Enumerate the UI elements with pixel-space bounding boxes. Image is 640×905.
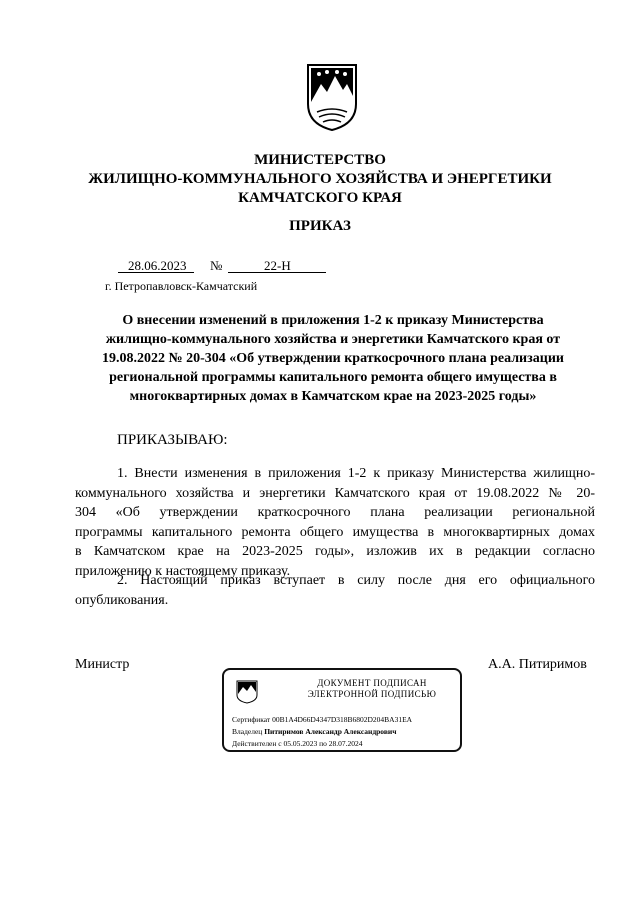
ministry-line: КАМЧАТСКОГО КРАЯ: [238, 190, 402, 206]
order-number: 22-Н: [264, 258, 291, 273]
signer-position: Министр: [75, 657, 130, 672]
certificate-line: [232, 714, 412, 726]
ministry-line: ЖИЛИЩНО-КОММУНАЛЬНОГО ХОЗЯЙСТВА И ЭНЕРГЕТИКИ: [88, 171, 552, 187]
paragraph-line: программы капитального ремонта общего имущества в многоквартирных домах: [75, 524, 595, 540]
paragraph-1: [75, 464, 595, 581]
stamp-title-line: ДОКУМЕНТ ПОДПИСАН: [317, 678, 427, 688]
subject-line: 19.08.2022 № 20-304 «Об утверждении краткосрочного плана реализации: [102, 351, 564, 366]
validity-line: Действителен с 05.05.2023 по 28.07.2024: [232, 739, 363, 748]
paragraph-line: коммунального хозяйства и энергетики Камчатского края от 19.08.2022 № 20-: [75, 485, 595, 501]
emblem-small-icon: [236, 680, 258, 704]
order-subject: [75, 311, 591, 406]
subject-line: многоквартирных домах в Камчатском крае на 2023-2025 годы»: [129, 389, 537, 404]
owner-value: Питиримов Александр Александрович: [264, 727, 397, 736]
paragraph-2: [75, 571, 595, 610]
paragraph-line: приложению к настоящему приказу.: [75, 563, 291, 579]
signer-name: А.А. Питиримов: [488, 657, 587, 672]
ministry-header: [0, 151, 640, 208]
subject-line: жилищно-коммунального хозяйства и энергетики Камчатского края от: [105, 332, 561, 347]
kamchatka-emblem-icon: [305, 62, 359, 132]
paragraph-line: 304 «Об утверждении краткосрочного плана реализации региональной: [75, 505, 595, 520]
subject-line: региональной программы капитального ремонта общего имущества в: [109, 370, 557, 385]
certificate-label: Сертификат: [232, 715, 271, 724]
order-word: ПРИКАЗЫВАЮ:: [117, 432, 228, 448]
paragraph-line: 2. Настоящий приказ вступает в силу после дня его официального: [117, 573, 595, 588]
subject-line: О внесении изменений в приложения 1-2 к приказу Министерства: [122, 313, 544, 328]
owner-line: [232, 726, 412, 738]
certificate-value: 00B1A4D66D4347D318B6802D204BA31EA: [272, 715, 413, 724]
stamp-title-line: ЭЛЕКТРОННОЙ ПОДПИСЬЮ: [307, 689, 437, 699]
order-date: 28.06.2023: [128, 258, 187, 273]
ministry-line: МИНИСТЕРСТВО: [254, 152, 386, 168]
paragraph-line: в Камчатском крае на 2023-2025 годы», изложив их в редакции согласно: [75, 544, 595, 559]
paragraph-line: 1. Внести изменения в приложения 1-2 к приказу Министерства жилищно-: [117, 466, 595, 481]
e-signature-stamp: [222, 668, 462, 752]
issue-city: г. Петропавловск-Камчатский: [105, 279, 258, 293]
owner-label: Владелец: [232, 727, 263, 736]
stamp-details: [232, 714, 412, 750]
stamp-heading: [282, 678, 462, 700]
paragraph-line: опубликования.: [75, 592, 169, 608]
number-sign: №: [210, 258, 223, 273]
document-type-title: ПРИКАЗ: [289, 218, 351, 234]
